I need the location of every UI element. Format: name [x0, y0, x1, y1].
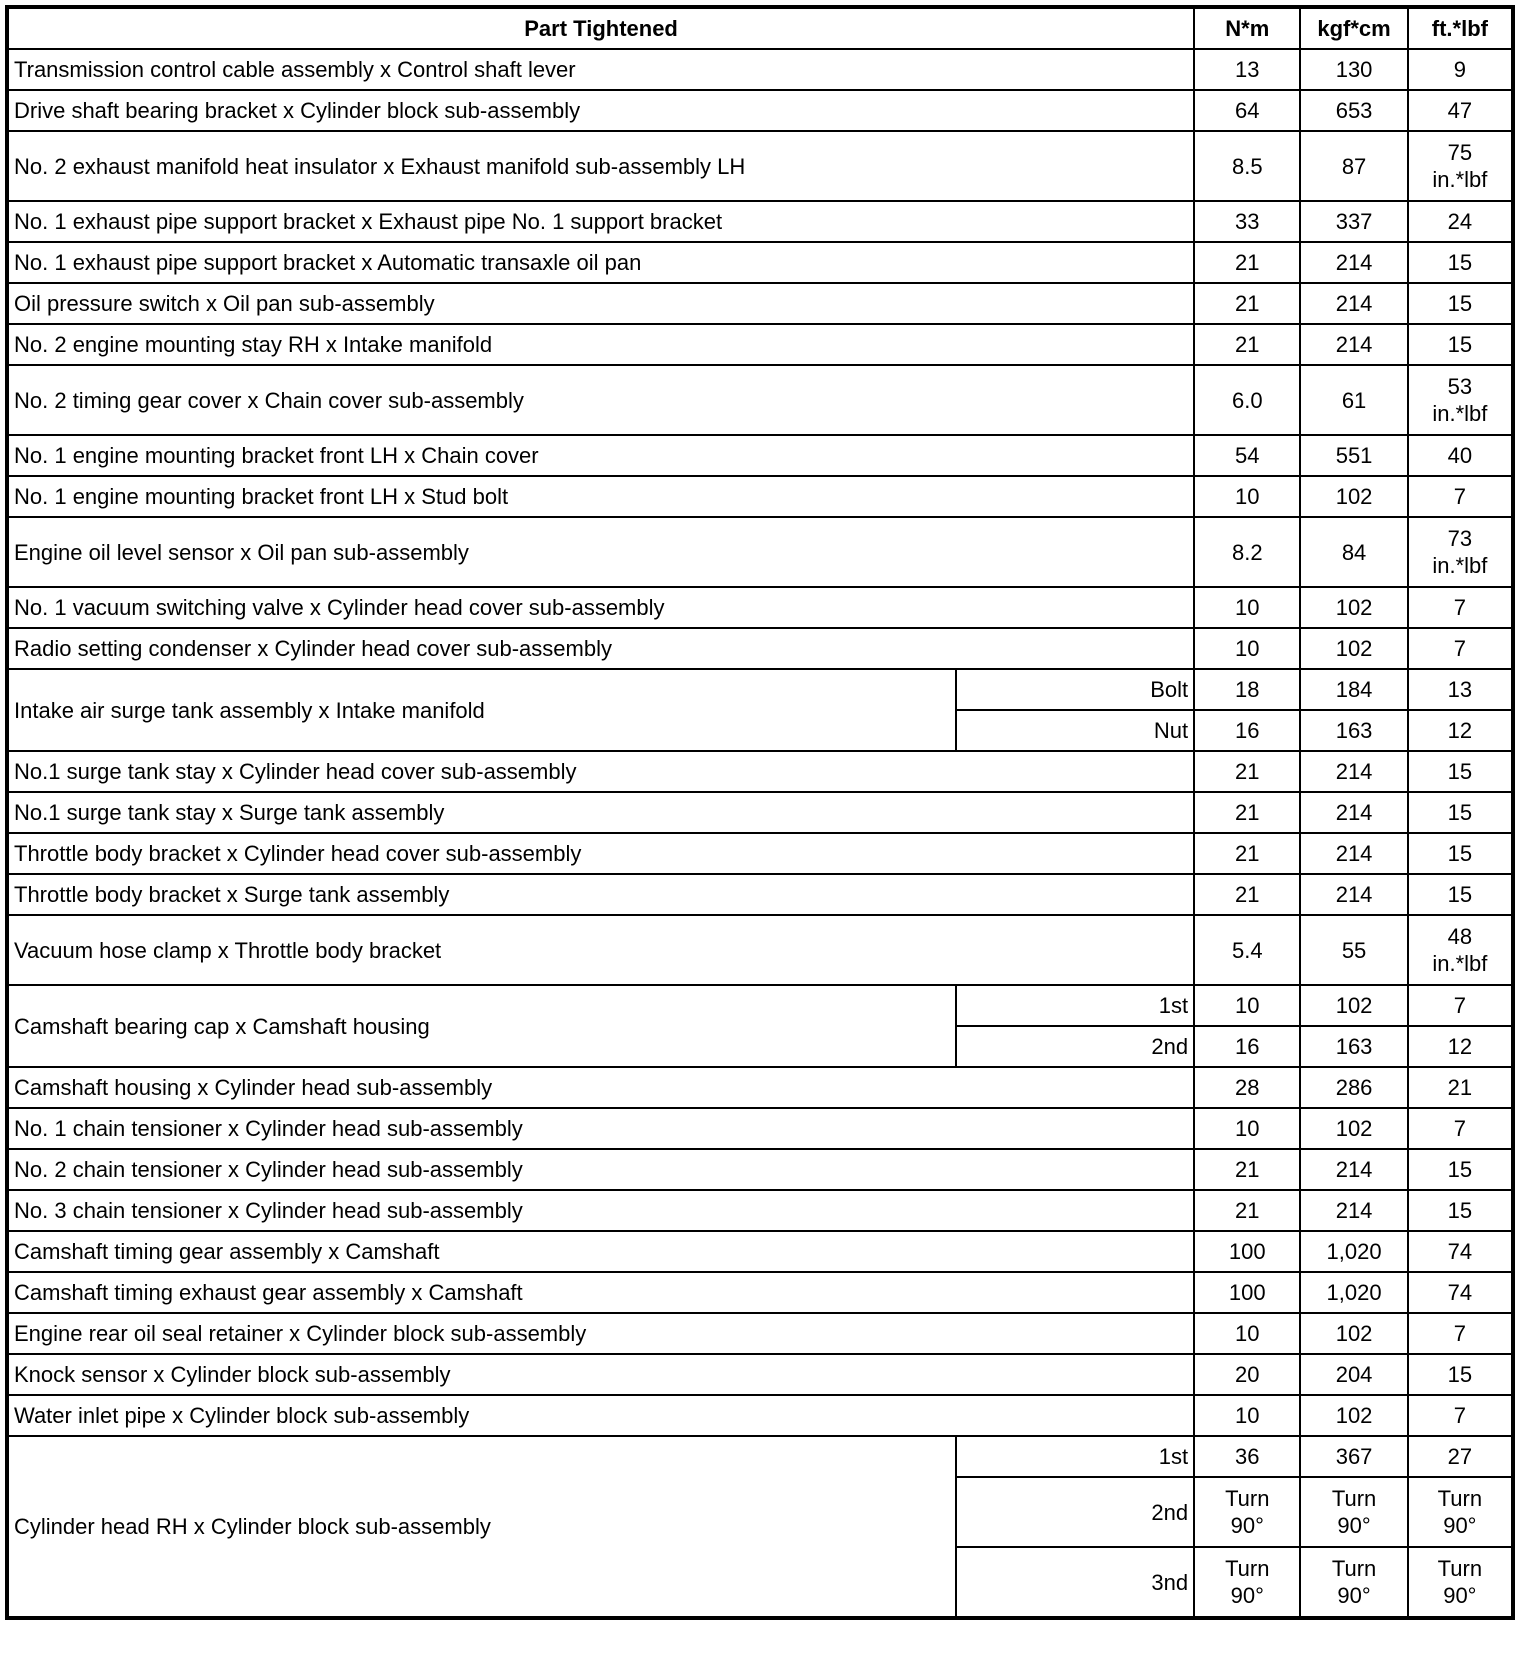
part-cell: Radio setting condenser x Cylinder head cover sub-assembly: [7, 628, 1194, 669]
ft-lbf-cell: 7: [1408, 1395, 1513, 1436]
ft-lbf-cell: 48 in.*lbf: [1408, 915, 1513, 985]
kgf-cm-cell: 214: [1300, 751, 1407, 792]
table-row: [7, 1395, 1513, 1436]
step-label-cell: 2nd: [956, 1026, 1195, 1067]
table-row: [7, 283, 1513, 324]
ft-lbf-cell: 7: [1408, 628, 1513, 669]
part-cell: Drive shaft bearing bracket x Cylinder block sub-assembly: [7, 90, 1194, 131]
kgf-cm-cell: 61: [1300, 365, 1407, 435]
ft-lbf-cell: 7: [1408, 1108, 1513, 1149]
ft-lbf-cell: 15: [1408, 751, 1513, 792]
table-row: [7, 324, 1513, 365]
step-label-cell: Bolt: [956, 669, 1195, 710]
part-cell: No. 2 chain tensioner x Cylinder head sub-assembly: [7, 1149, 1194, 1190]
header-part-tightened: Part Tightened: [7, 7, 1194, 49]
step-label-cell: Nut: [956, 710, 1195, 751]
kgf-cm-cell: 163: [1300, 710, 1407, 751]
kgf-cm-cell: 214: [1300, 874, 1407, 915]
part-cell: Cylinder head RH x Cylinder block sub-assembly: [7, 1436, 956, 1618]
kgf-cm-cell: 214: [1300, 792, 1407, 833]
part-cell: No. 1 engine mounting bracket front LH x Stud bolt: [7, 476, 1194, 517]
table-row: [7, 669, 1513, 710]
kgf-cm-cell: 102: [1300, 587, 1407, 628]
table-row: [7, 517, 1513, 587]
nm-cell: 10: [1194, 476, 1300, 517]
nm-cell: 54: [1194, 435, 1300, 476]
kgf-cm-cell: 1,020: [1300, 1231, 1407, 1272]
table-row: [7, 90, 1513, 131]
nm-cell: 21: [1194, 1149, 1300, 1190]
part-cell: Knock sensor x Cylinder block sub-assembly: [7, 1354, 1194, 1395]
nm-cell: 20: [1194, 1354, 1300, 1395]
step-label-cell: 1st: [956, 1436, 1195, 1477]
ft-lbf-cell: 15: [1408, 324, 1513, 365]
part-cell: No. 2 engine mounting stay RH x Intake manifold: [7, 324, 1194, 365]
step-label-cell: 2nd: [956, 1477, 1195, 1547]
table-row: [7, 792, 1513, 833]
nm-cell: 5.4: [1194, 915, 1300, 985]
kgf-cm-cell: 214: [1300, 324, 1407, 365]
part-cell: Engine rear oil seal retainer x Cylinder block sub-assembly: [7, 1313, 1194, 1354]
nm-cell: 33: [1194, 201, 1300, 242]
nm-cell: 10: [1194, 587, 1300, 628]
table-row: [7, 476, 1513, 517]
table-row: [7, 1436, 1513, 1477]
table-row: [7, 833, 1513, 874]
kgf-cm-cell: 214: [1300, 1149, 1407, 1190]
kgf-cm-cell: 87: [1300, 131, 1407, 201]
nm-cell: 8.5: [1194, 131, 1300, 201]
part-cell: No.1 surge tank stay x Surge tank assembly: [7, 792, 1194, 833]
table-row: [7, 1108, 1513, 1149]
table-row: [7, 985, 1513, 1026]
table-row: [7, 365, 1513, 435]
nm-cell: 10: [1194, 985, 1300, 1026]
ft-lbf-cell: 15: [1408, 874, 1513, 915]
part-cell: No. 1 chain tensioner x Cylinder head sub-assembly: [7, 1108, 1194, 1149]
ft-lbf-cell: 15: [1408, 1190, 1513, 1231]
table-row: [7, 587, 1513, 628]
part-cell: Throttle body bracket x Cylinder head cover sub-assembly: [7, 833, 1194, 874]
ft-lbf-cell: 15: [1408, 1354, 1513, 1395]
ft-lbf-cell: 15: [1408, 242, 1513, 283]
nm-cell: 21: [1194, 751, 1300, 792]
ft-lbf-cell: 40: [1408, 435, 1513, 476]
header-ft-lbf: ft.*lbf: [1408, 7, 1513, 49]
ft-lbf-cell: Turn 90°: [1408, 1477, 1513, 1547]
kgf-cm-cell: 102: [1300, 628, 1407, 669]
kgf-cm-cell: 163: [1300, 1026, 1407, 1067]
ft-lbf-cell: 15: [1408, 833, 1513, 874]
part-cell: No. 2 exhaust manifold heat insulator x Exhaust manifold sub-assembly LH: [7, 131, 1194, 201]
kgf-cm-cell: 102: [1300, 476, 1407, 517]
table-row: [7, 1231, 1513, 1272]
kgf-cm-cell: 653: [1300, 90, 1407, 131]
part-cell: Camshaft timing gear assembly x Camshaft: [7, 1231, 1194, 1272]
ft-lbf-cell: 24: [1408, 201, 1513, 242]
nm-cell: 10: [1194, 1313, 1300, 1354]
nm-cell: 18: [1194, 669, 1300, 710]
part-cell: No. 1 engine mounting bracket front LH x Chain cover: [7, 435, 1194, 476]
table-row: [7, 1149, 1513, 1190]
part-cell: Vacuum hose clamp x Throttle body bracket: [7, 915, 1194, 985]
part-cell: No. 3 chain tensioner x Cylinder head sub-assembly: [7, 1190, 1194, 1231]
kgf-cm-cell: Turn 90°: [1300, 1547, 1407, 1618]
nm-cell: 64: [1194, 90, 1300, 131]
part-cell: No. 1 exhaust pipe support bracket x Exhaust pipe No. 1 support bracket: [7, 201, 1194, 242]
torque-spec-table: [5, 5, 1515, 1620]
kgf-cm-cell: 84: [1300, 517, 1407, 587]
nm-cell: 6.0: [1194, 365, 1300, 435]
ft-lbf-cell: 74: [1408, 1231, 1513, 1272]
table-row: [7, 131, 1513, 201]
part-cell: Oil pressure switch x Oil pan sub-assembly: [7, 283, 1194, 324]
kgf-cm-cell: Turn 90°: [1300, 1477, 1407, 1547]
ft-lbf-cell: 47: [1408, 90, 1513, 131]
nm-cell: 21: [1194, 833, 1300, 874]
ft-lbf-cell: 7: [1408, 1313, 1513, 1354]
ft-lbf-cell: 15: [1408, 1149, 1513, 1190]
table-row: [7, 242, 1513, 283]
part-cell: No. 1 vacuum switching valve x Cylinder head cover sub-assembly: [7, 587, 1194, 628]
kgf-cm-cell: 286: [1300, 1067, 1407, 1108]
nm-cell: 10: [1194, 1108, 1300, 1149]
kgf-cm-cell: 184: [1300, 669, 1407, 710]
ft-lbf-cell: 7: [1408, 587, 1513, 628]
nm-cell: 21: [1194, 874, 1300, 915]
kgf-cm-cell: 367: [1300, 1436, 1407, 1477]
header-nm: N*m: [1194, 7, 1300, 49]
part-cell: No.1 surge tank stay x Cylinder head cover sub-assembly: [7, 751, 1194, 792]
table-row: [7, 915, 1513, 985]
step-label-cell: 3nd: [956, 1547, 1195, 1618]
kgf-cm-cell: 102: [1300, 1395, 1407, 1436]
nm-cell: 13: [1194, 49, 1300, 90]
table-row: [7, 1313, 1513, 1354]
part-cell: No. 1 exhaust pipe support bracket x Automatic transaxle oil pan: [7, 242, 1194, 283]
part-cell: Camshaft timing exhaust gear assembly x Camshaft: [7, 1272, 1194, 1313]
nm-cell: Turn 90°: [1194, 1477, 1300, 1547]
ft-lbf-cell: 7: [1408, 985, 1513, 1026]
table-row: [7, 435, 1513, 476]
nm-cell: 36: [1194, 1436, 1300, 1477]
nm-cell: 100: [1194, 1231, 1300, 1272]
ft-lbf-cell: Turn 90°: [1408, 1547, 1513, 1618]
ft-lbf-cell: 12: [1408, 710, 1513, 751]
nm-cell: 21: [1194, 792, 1300, 833]
kgf-cm-cell: 204: [1300, 1354, 1407, 1395]
nm-cell: 21: [1194, 324, 1300, 365]
kgf-cm-cell: 214: [1300, 283, 1407, 324]
kgf-cm-cell: 214: [1300, 1190, 1407, 1231]
header-row: [7, 7, 1513, 49]
nm-cell: 21: [1194, 283, 1300, 324]
ft-lbf-cell: 53 in.*lbf: [1408, 365, 1513, 435]
kgf-cm-cell: 1,020: [1300, 1272, 1407, 1313]
part-cell: Throttle body bracket x Surge tank assembly: [7, 874, 1194, 915]
header-kgf-cm: kgf*cm: [1300, 7, 1407, 49]
table-row: [7, 751, 1513, 792]
kgf-cm-cell: 102: [1300, 985, 1407, 1026]
ft-lbf-cell: 13: [1408, 669, 1513, 710]
kgf-cm-cell: 102: [1300, 1108, 1407, 1149]
ft-lbf-cell: 9: [1408, 49, 1513, 90]
nm-cell: 16: [1194, 710, 1300, 751]
kgf-cm-cell: 214: [1300, 242, 1407, 283]
table-row: [7, 628, 1513, 669]
step-label-cell: 1st: [956, 985, 1195, 1026]
kgf-cm-cell: 130: [1300, 49, 1407, 90]
part-cell: Intake air surge tank assembly x Intake manifold: [7, 669, 956, 751]
ft-lbf-cell: 12: [1408, 1026, 1513, 1067]
kgf-cm-cell: 102: [1300, 1313, 1407, 1354]
part-cell: Water inlet pipe x Cylinder block sub-assembly: [7, 1395, 1194, 1436]
kgf-cm-cell: 214: [1300, 833, 1407, 874]
part-cell: Transmission control cable assembly x Control shaft lever: [7, 49, 1194, 90]
part-cell: No. 2 timing gear cover x Chain cover sub-assembly: [7, 365, 1194, 435]
table-row: [7, 1272, 1513, 1313]
part-cell: Camshaft bearing cap x Camshaft housing: [7, 985, 956, 1067]
table-row: [7, 1354, 1513, 1395]
nm-cell: 16: [1194, 1026, 1300, 1067]
part-cell: Engine oil level sensor x Oil pan sub-assembly: [7, 517, 1194, 587]
table-row: [7, 1067, 1513, 1108]
nm-cell: 21: [1194, 242, 1300, 283]
nm-cell: 10: [1194, 1395, 1300, 1436]
table-row: [7, 49, 1513, 90]
table-row: [7, 201, 1513, 242]
ft-lbf-cell: 75 in.*lbf: [1408, 131, 1513, 201]
kgf-cm-cell: 337: [1300, 201, 1407, 242]
ft-lbf-cell: 15: [1408, 283, 1513, 324]
nm-cell: 21: [1194, 1190, 1300, 1231]
kgf-cm-cell: 551: [1300, 435, 1407, 476]
nm-cell: Turn 90°: [1194, 1547, 1300, 1618]
ft-lbf-cell: 27: [1408, 1436, 1513, 1477]
table-row: [7, 874, 1513, 915]
nm-cell: 8.2: [1194, 517, 1300, 587]
nm-cell: 100: [1194, 1272, 1300, 1313]
ft-lbf-cell: 73 in.*lbf: [1408, 517, 1513, 587]
nm-cell: 28: [1194, 1067, 1300, 1108]
ft-lbf-cell: 21: [1408, 1067, 1513, 1108]
ft-lbf-cell: 15: [1408, 792, 1513, 833]
ft-lbf-cell: 74: [1408, 1272, 1513, 1313]
nm-cell: 10: [1194, 628, 1300, 669]
kgf-cm-cell: 55: [1300, 915, 1407, 985]
ft-lbf-cell: 7: [1408, 476, 1513, 517]
table-row: [7, 1190, 1513, 1231]
part-cell: Camshaft housing x Cylinder head sub-assembly: [7, 1067, 1194, 1108]
